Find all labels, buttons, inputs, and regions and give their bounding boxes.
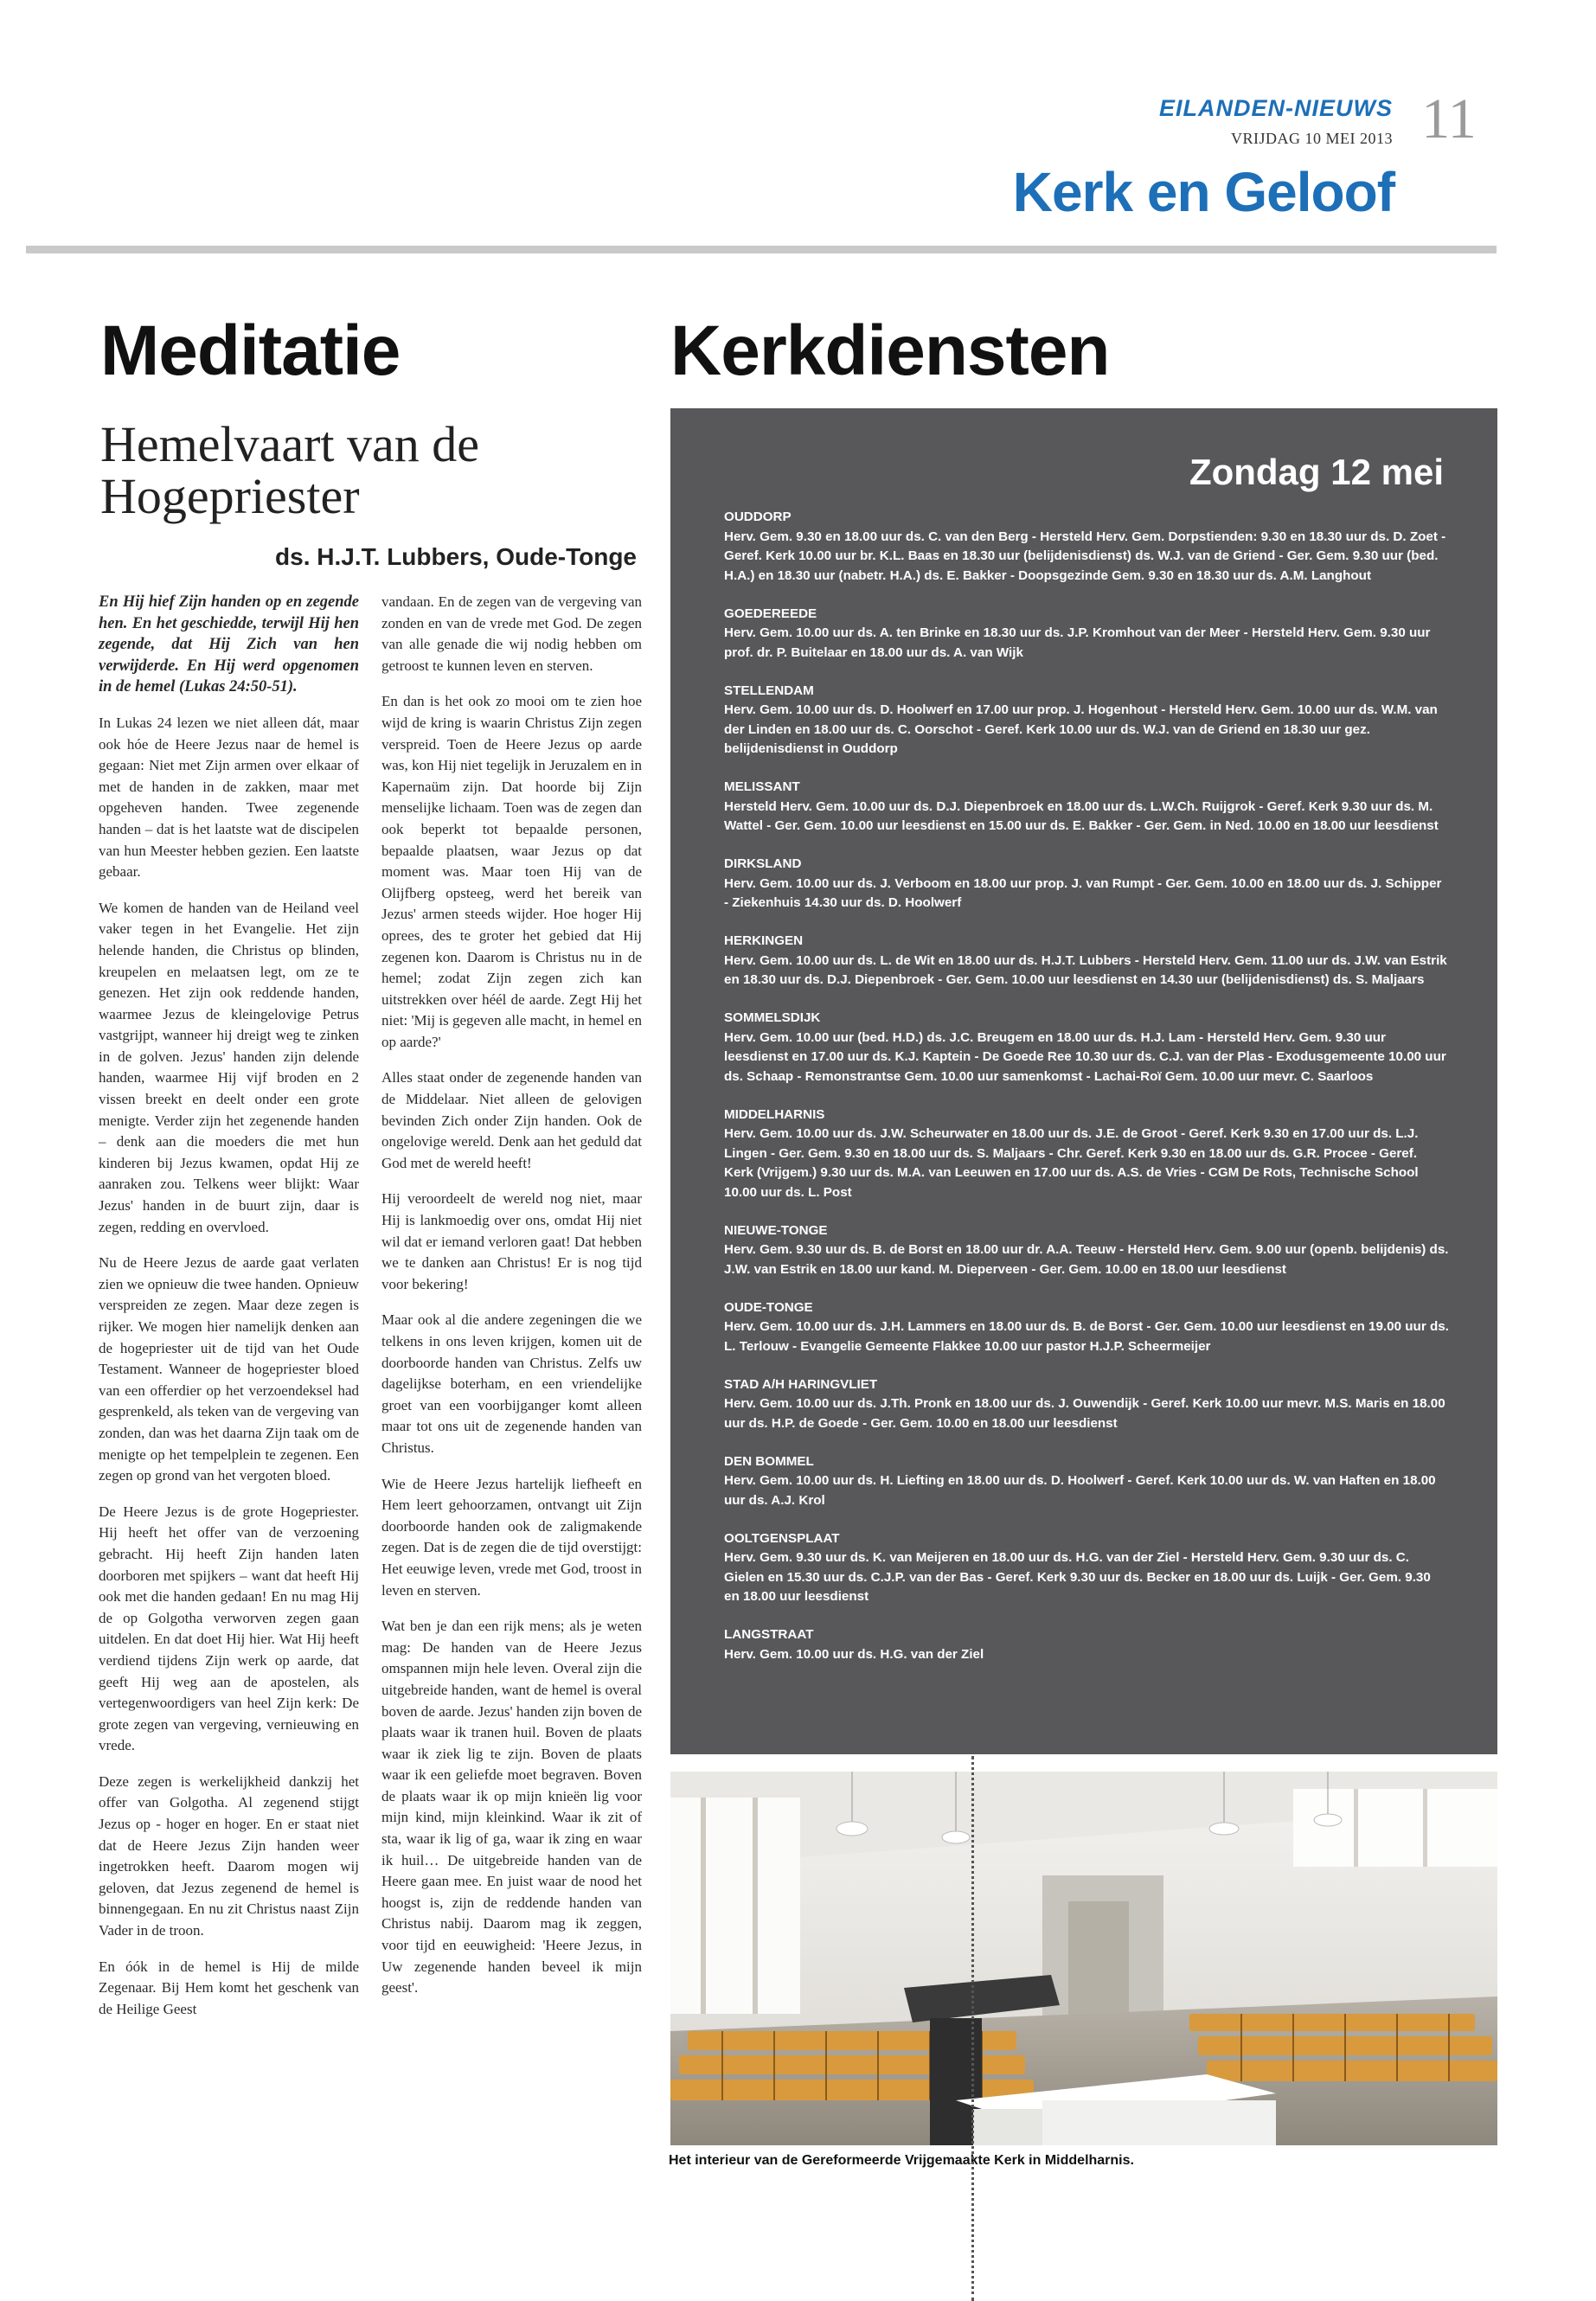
paragraph: We komen de handen van de Heiland veel vaker tegen in het Evangelie. Het zijn helende handen, die Christus op blinden, kreupelen en melaatsen legt, om ze te genezen. Het zijn ook reddende handen, waarmee Jezus de kleingelovige Petrus vastgrijpt, wanneer hij dreigt weg te zinken in de golven. Jezus' handen zijn delende handen, waarmee Hij vijf broden en 2 vissen breekt en deelt onder een grote menigte. Verder zijn het zegenende handen – denk aan die moeders die met hun kinderen bij Jezus kwamen, opdat Hij ze aanraken zou. Telkens weer blijkt: Waar Jezus' handen in de buurt zijn, daar is zegen, redding en overvloed. [99,899,359,1235]
service-entry [724,778,1449,836]
service-place: MIDDELHARNIS [724,1106,825,1122]
service-times: Hersteld Herv. Gem. 10.00 uur ds. D.J. Diepenbroek en 18.00 uur ds. L.W.Ch. Ruijgrok - Geref. Kerk 9.30 uur ds. M. Wattel - Ger. Gem. 10.00 uur leesdienst en 15.00 uur ds. E. Bakker - Ger. Gem. in Ned. 10.00 en 18.00 uur leesdienst [724,798,1439,833]
service-entry [724,1009,1449,1086]
meditation-title: Hemelvaart van de Hogepriester [100,416,480,524]
meditation-column-2 [381,592,642,2014]
service-entry [724,1375,1449,1434]
service-place: STELLENDAM [724,683,814,698]
newspaper-logo: EILANDEN-NIEUWS [1159,95,1393,121]
service-times: Herv. Gem. 10.00 uur ds. L. de Wit en 18.00 uur ds. H.J.T. Lubbers - Hersteld Herv. Gem. 11.00 uur ds. J.W. van Estrik en 18.30 uur ds. D.J. Diepenbroek - Ger. Gem. 10.00 uur leesdienst en 14.30 uur (belijdenisdienst) ds. S. Maljaars [724,952,1447,987]
service-times: Herv. Gem. 10.00 uur ds. H.G. van der Ziel [724,1646,984,1662]
service-entry [724,1529,1449,1607]
service-entry [724,855,1449,913]
service-times: Herv. Gem. 9.30 uur ds. B. de Borst en 18.00 uur dr. A.A. Teeuw - Hersteld Herv. Gem. 9.00 uur (openb. belijdenis) ds. J.W. van Estrik en 18.00 uur kand. M. Dieperveen - Ger. Gem. 10.00 en 18.00 uur leesdienst [724,1242,1449,1277]
church-interior-photo [670,1772,1497,2145]
service-times: Herv. Gem. 10.00 uur ds. J.Th. Pronk en 18.00 uur ds. J. Ouwendijk - Geref. Kerk 10.00 uur mevr. M.S. Maris en 18.00 uur ds. H.P. de Goede - Ger. Gem. 10.00 en 18.00 uur leesdienst [724,1396,1445,1431]
service-times: Herv. Gem. 9.30 en 18.00 uur ds. C. van den Berg - Hersteld Herv. Gem. Dorpstienden: 9.30 en 18.30 uur ds. D. Zoet - Geref. Kerk 10.00 uur br. K.L. Baas en 18.30 uur (belijdenisdienst) ds. W.J. van de Griend - Ger. Gem. 9.30 uur (bed. H.A.) en 18.30 uur (nabetr. H.A.) ds. E. Bakker - Doopsgezinde Gem. 9.30 en 18.30 uur ds. A.M. Langhout [724,529,1446,583]
service-times: Herv. Gem. 10.00 uur ds. A. ten Brinke en 18.30 uur ds. J.P. Kromhout van der Meer - Hersteld Herv. Gem. 9.30 uur prof. dr. P. Buitelaar en 18.00 uur ds. A. van Wijk [724,625,1431,660]
service-entry [724,1106,1449,1203]
page-number: 11 [1421,87,1477,151]
service-entry [724,1625,1449,1664]
paragraph: Nu de Heere Jezus de aarde gaat verlaten zien we opnieuw die twee handen. Opnieuw verspreiden ze zegen. Maar deze zegen is rijker. We mogen hier namelijk denken aan de hogepriester uit de tijd van het Oude Testament. Wanneer de hogepriester bloed van een offerdier op het verzoendeksel had gesprenkeld, als teken van de vergeving van zonden, dan was het daarna Zijn taak om de menigte op het tempelplein te zegenen. Een zegen op grond van het vergoten bloed. [99,1254,359,1484]
paragraph: En dan is het ook zo mooi om te zien hoe wijd de kring is waarin Christus Zijn zegen verspreid. Toen de Heere Jezus op aarde was, kon Hij niet tegelijk in Jeruzalem en in Kapernaüm zijn. Dat hoorde bij Zijn menselijke lichaam. Toen was de zegen dan ook beperkt tot bepaalde personen, bepaalde plaatsen, waar Jezus op dat moment was. Maar toen Hij van de Olijfberg opsteeg, werd het bereik van Jezus' armen steeds wijder. Hoe hoger Hij oprees, des te groter het gebied dat Hij zegenen kon. Daarom is Christus nu in de hemel; zodat Zijn zegen zich kan uitstrekken over héél de aarde. Zegt Hij het niet: 'Mij is gegeven alle macht, in hemel en op aarde?' [381,693,642,1050]
paragraph: Deze zegen is werkelijkheid dankzij het offer van Golgotha. Al zegenend stijgt Jezus op - hoger en hoger. En er staat niet dat de Heere Jezus Zijn handen weer ingetrokken heeft. Daarom mogen wij geloven, dat Jezus zegenend de hemel is binnengegaan. En nu zit Christus naast Zijn Vader in de troon. [99,1772,359,1939]
service-times: Herv. Gem. 10.00 uur ds. D. Hoolwerf en 17.00 uur prop. J. Hogenhout - Hersteld Herv. Gem. 10.00 uur ds. W.M. van der Linden en 18.00 uur ds. C. Oorschot - Geref. Kerk 10.00 uur ds. W.J. van de Griend en 18.30 uur gez. belijdenisdienst in Ouddorp [724,702,1438,756]
service-entry [724,1452,1449,1511]
paragraph: En óók in de hemel is Hij de milde Zegenaar. Bij Hem komt het geschenk van de Heilige Geest [99,1958,359,2017]
service-times: Herv. Gem. 10.00 uur ds. H. Liefting en 18.00 uur ds. D. Hoolwerf - Geref. Kerk 10.00 uur ds. W. van Haften en 18.00 uur ds. A.J. Krol [724,1473,1436,1508]
service-place: LANGSTRAAT [724,1627,814,1642]
service-place: GOEDEREEDE [724,606,817,621]
meditation-intro-quote: En Hij hief Zijn handen op en zegende hen. En het geschiedde, terwijl Hij hen zegende, dat Hij Zich van hen verwijderde. En Hij werd opgenomen in de hemel (Lukas 24:50-51). [99,593,359,696]
section-title: Kerk en Geloof [1012,161,1394,223]
photo-caption: Het interieur van de Gereformeerde Vrijgemaakte Kerk in Middelharnis. [669,2153,1134,2168]
publication-date: VRIJDAG 10 MEI 2013 [1231,130,1393,147]
services-box [670,408,1497,1754]
service-place: SOMMELSDIJK [724,1010,821,1025]
dotted-cut-line [971,1756,974,2301]
service-entry [724,1221,1449,1280]
service-times: Herv. Gem. 10.00 uur ds. J. Verboom en 18.00 uur prop. J. van Rumpt - Ger. Gem. 10.00 en 18.00 uur ds. J. Schipper - Ziekenhuis 14.30 uur ds. D. Hoolwerf [724,875,1442,910]
service-entry [724,1298,1449,1357]
service-place: STAD A/H HARINGVLIET [724,1376,878,1392]
meditation-author: ds. H.J.T. Lubbers, Oude-Tonge [275,543,637,570]
services-date: Zondag 12 mei [1189,452,1444,492]
paragraph: Wat ben je dan een rijk mens; als je weten mag: De handen van de Heere Jezus omspannen mijn hele leven. Overal zijn die uitgebreide handen, want de hemel is overal boven de aarde. Jezus' handen zijn boven de plaats waar ik tranen huil. Boven de plaats waar ik ziek lig te zijn. Boven de plaats waar ik een geliefde moet begraven. Boven de plaats waar ik op mijn knieën lig voor mijn kind, mijn kleinkind. Waar ik zit of sta, waar ik lig of ga, waar ik zing en waar ik huil… De uitgebreide handen van de Heere gaan mee. En juist waar de nood het hoogst is, zijn de reddende handen van Christus nabij. Daarom mag ik zeggen, voor tijd en eeuwigheid: 'Heere Jezus, in Uw zegenende handen beveel ik mijn geest'. [381,1618,642,1997]
services-list [724,508,1449,1683]
service-times: Herv. Gem. 10.00 uur (bed. H.D.) ds. J.C. Breugem en 18.00 uur ds. H.J. Lam - Hersteld Herv. Gem. 9.30 uur leesdienst en 17.00 uur ds. K.J. Kaptein - De Goede Ree 10.30 uur ds. C.J. van der Plas - Exodusgemeente 10.00 uur ds. Schaap - Remonstrantse Gem. 10.00 uur samenkomst - Lachai-Roï Gem. 10.00 uur mevr. C. Saarloos [724,1029,1446,1084]
meditation-column-1 [99,592,359,2035]
service-place: DEN BOMMEL [724,1453,814,1469]
service-times: Herv. Gem. 10.00 uur ds. J.H. Lammers en 18.00 uur ds. B. de Borst - Ger. Gem. 10.00 uur leesdienst en 19.00 uur ds. L. Terlouw - Evangelie Gemeente Flakkee 10.00 uur pastor H.J.P. Scheermeijer [724,1319,1449,1354]
service-times: Herv. Gem. 10.00 uur ds. J.W. Scheurwater en 18.00 uur ds. J.E. de Groot - Geref. Kerk 9.30 en 17.00 uur ds. L.J. Lingen - Ger. Gem. 9.30 en 18.00 uur ds. S. Maljaars - Chr. Geref. Kerk 9.30 en 18.00 uur ds. G.R. Procee - Geref. Kerk (Vrijgem.) 9.30 uur ds. M.A. van Leeuwen en 17.00 uur ds. A.S. de Vries - CGM De Rots, Technische School 10.00 uur ds. L. Post [724,1126,1419,1200]
service-entry [724,932,1449,990]
service-entry [724,682,1449,760]
meditation-heading: Meditatie [100,311,401,390]
header-divider [26,246,1497,253]
service-place: DIRKSLAND [724,856,802,871]
paragraph: Wie de Heere Jezus hartelijk liefheeft en Hem leert gehoorzamen, ontvangt uit Zijn doorboorde handen ook de zaligmakende zegen. Dat is de zegen die de tijd overstijgt: Het eeuwige leven, vrede met God, troost in leven en sterven. [381,1475,642,1599]
paragraph: Hij veroordeelt de wereld nog niet, maar Hij is lankmoedig over ons, omdat Hij niet wil dat er iemand verloren gaat! Dat hebben we te danken aan Christus! Er is nog tijd voor bekering! [381,1190,642,1292]
service-times: Herv. Gem. 9.30 uur ds. K. van Meijeren en 18.00 uur ds. H.G. van der Ziel - Hersteld Herv. Gem. 9.30 uur ds. C. Gielen en 15.30 uur ds. C.J.P. van der Bas - Geref. Kerk 9.30 uur ds. Becker en 18.00 uur ds. Luijk - Ger. Gem. 9.30 en 18.00 uur leesdienst [724,1550,1431,1604]
service-place: MELISSANT [724,779,800,794]
service-entry [724,605,1449,663]
paragraph: Alles staat onder de zegenende handen van de Middelaar. Niet alleen de gelovigen bevinden Zich onder Zijn handen. Ook de ongelovige wereld. Denk aan het geduld dat God met de wereld heeft! [381,1069,642,1171]
services-heading: Kerkdiensten [670,311,1110,390]
service-place: OUDE-TONGE [724,1299,813,1315]
service-place: HERKINGEN [724,933,804,948]
service-place: NIEUWE-TONGE [724,1222,828,1238]
service-entry [724,508,1449,586]
service-place: OOLTGENSPLAAT [724,1530,840,1546]
paragraph: De Heere Jezus is de grote Hogepriester. Hij heeft het offer van de verzoening gebracht. Hij heeft Zijn handen laten doorboren met spijkers – want dat heeft Hij ook met die handen gedaan! En nu mag Hij de op Golgotha verworven zegen gaan uitdelen. En dat doet Hij hier. Wat Hij heeft verdiend tijdens Zijn werk op aarde, dat geeft Hij weg aan de apostelen, als vertegenwoordigers van heel Zijn kerk: De grote zegen van vergeving, vernieuwing en vrede. [99,1503,359,1754]
paragraph: Maar ook al die andere zegeningen die we telkens in ons leven krijgen, komen uit de doorboorde handen van Christus. Zelfs uw dagelijkse boterham, en een vriendelijke groet van een voorbijganger komt alleen maar tot ons uit de zegenende handen van Christus. [381,1311,642,1456]
paragraph: vandaan. En de zegen van de vergeving van zonden en van de vrede met God. De zegen van alle genade die wij nodig hebben om getroost te kunnen leven en sterven. [381,593,642,674]
paragraph: In Lukas 24 lezen we niet alleen dát, maar ook hóe de Heere Jezus naar de hemel is gegaan: Niet met Zijn armen over elkaar of met de handen in de zakken, maar met opgeheven handen. Twee zegenende handen – dat is het laatste wat de discipelen van hun Meester hebben gezien. Een laatste gebaar. [99,714,359,881]
service-place: OUDDORP [724,510,792,524]
